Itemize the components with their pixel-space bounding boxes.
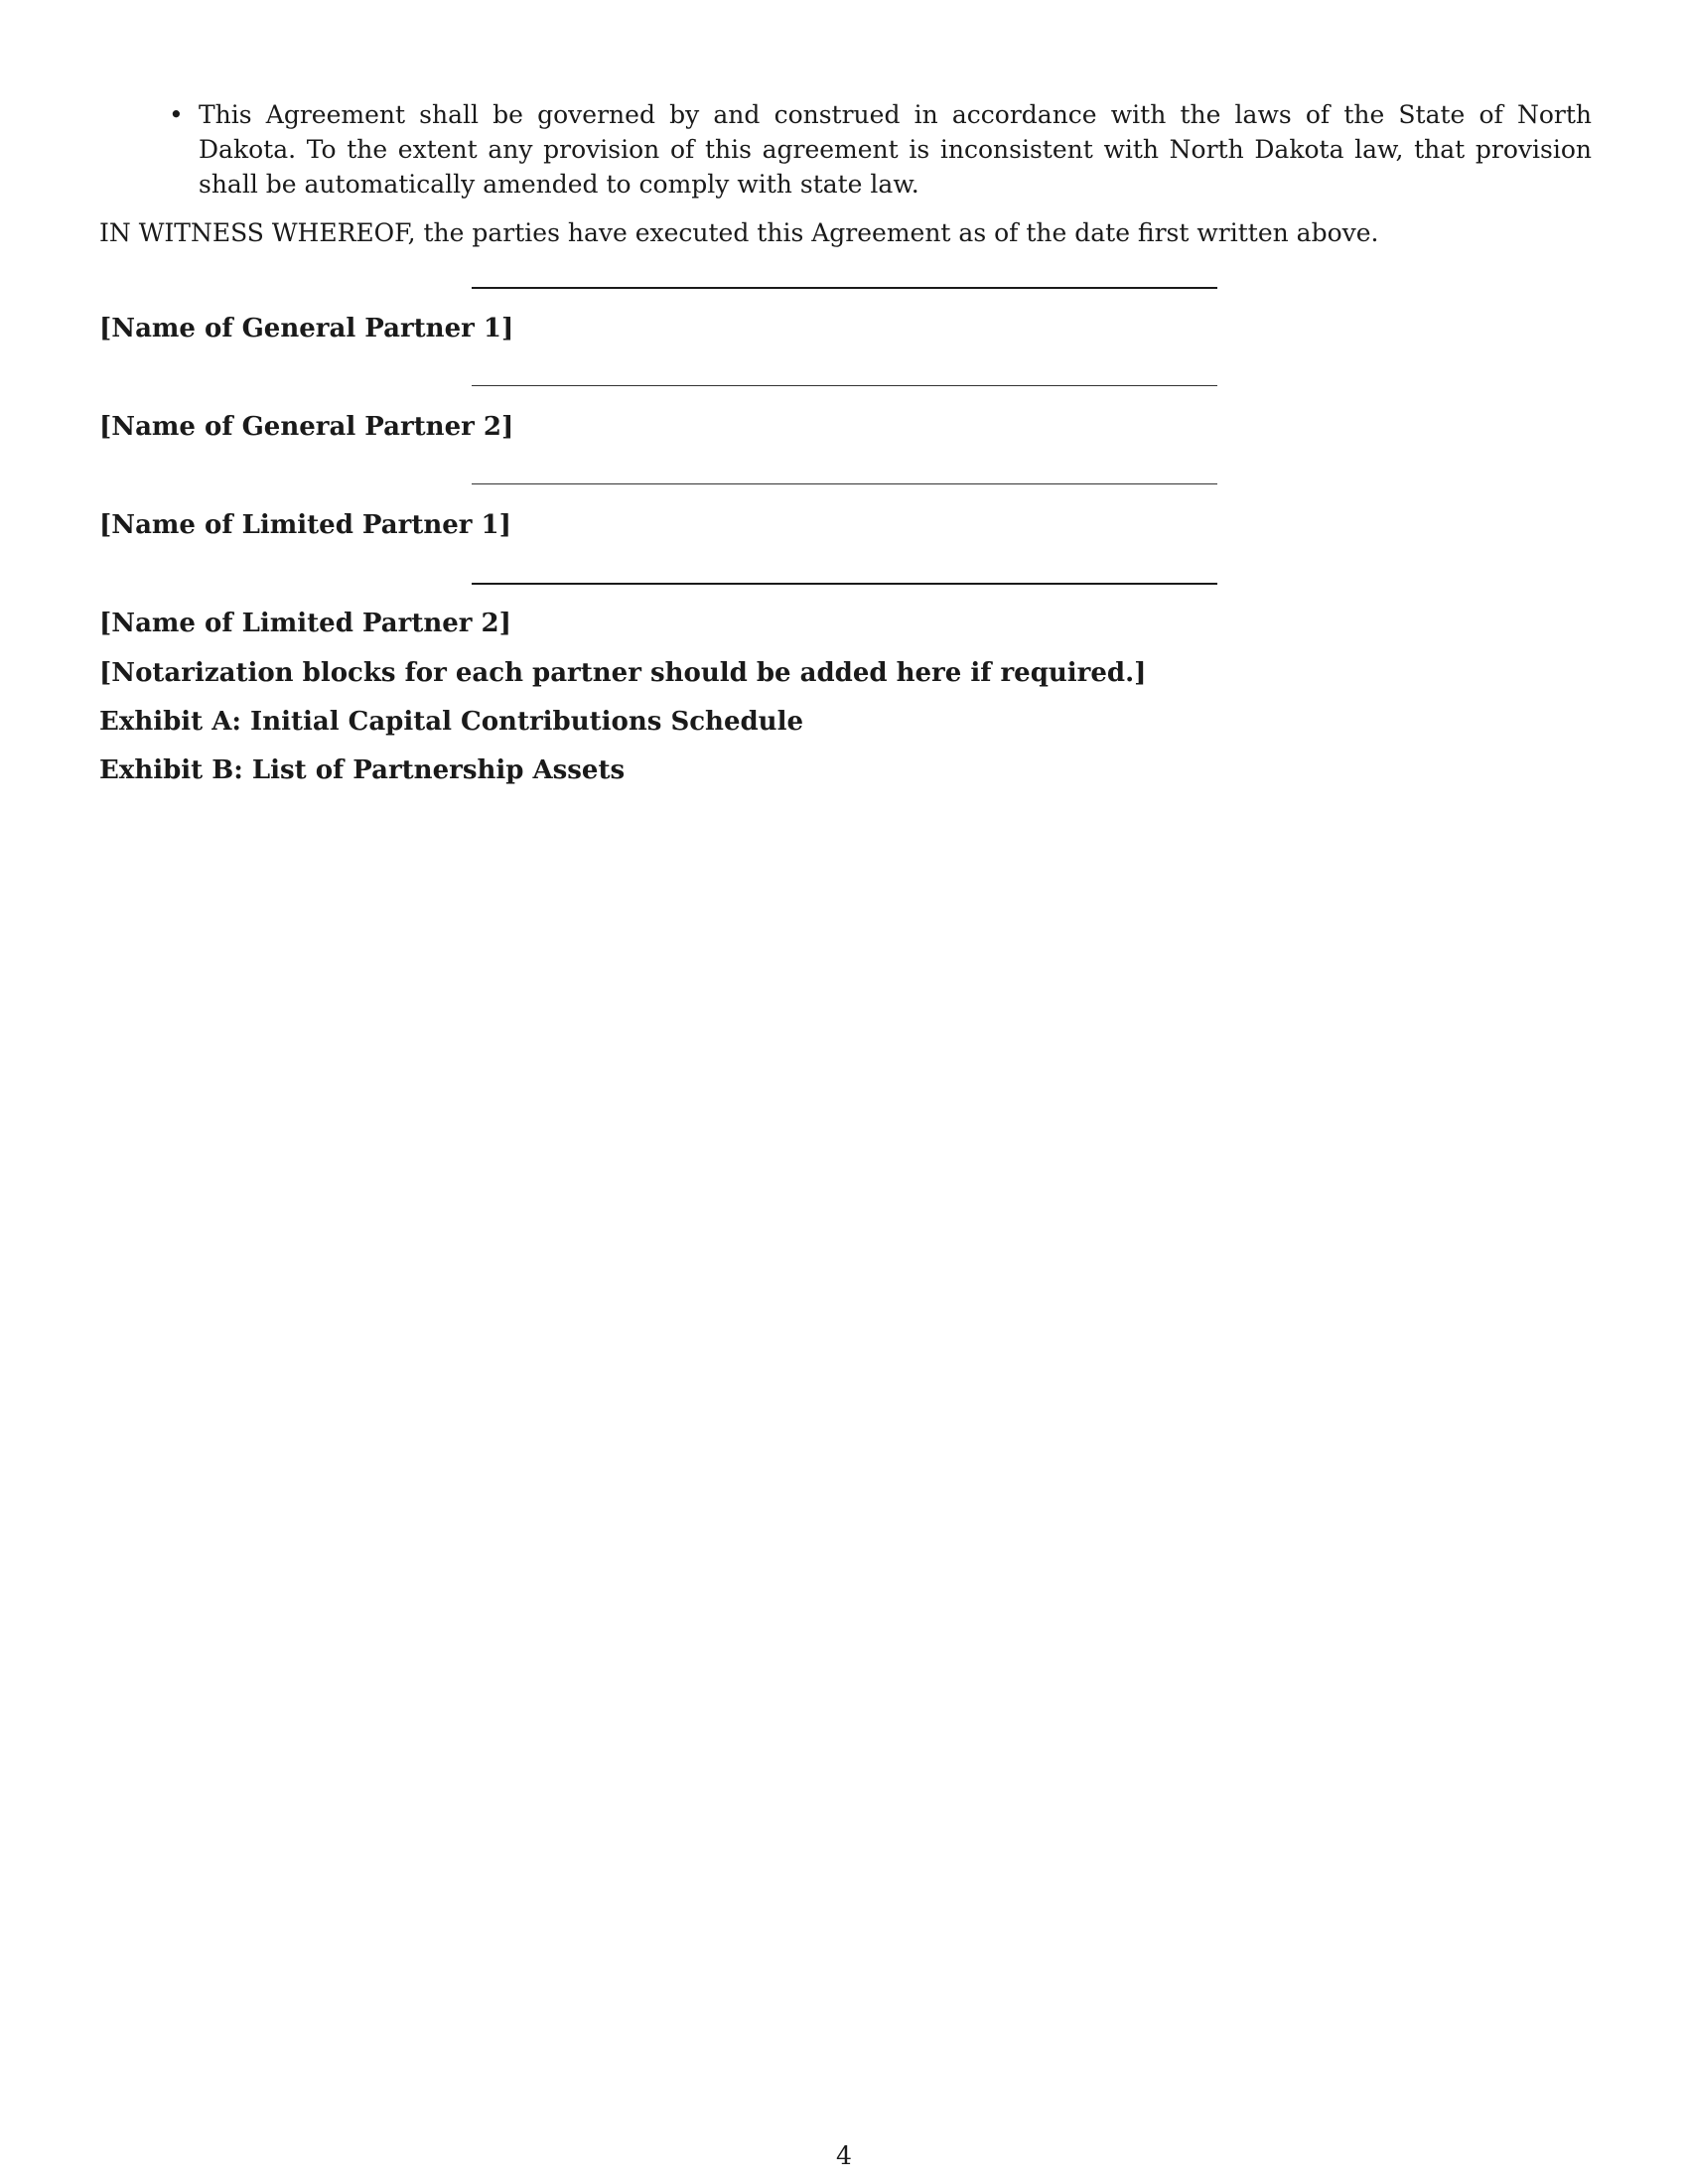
bullet-icon: • — [169, 100, 184, 129]
page-number: 4 — [836, 2141, 852, 2170]
exhibit-b-heading: Exhibit B: List of Partnership Assets — [99, 755, 626, 785]
governing-law-text: This Agreement shall be governed by and construed in accordance with the laws of the State of North Dakota. To the extent any provision of this agreement is inconsistent with North Dakota law, that provision shall be automatically amended to comply with state law. — [199, 100, 1592, 199]
signature-name-general-partner-1: [Name of General Partner 1] — [99, 314, 514, 343]
signature-name-limited-partner-1: [Name of Limited Partner 1] — [99, 510, 511, 540]
signature-line-general-partner-1 — [472, 287, 1217, 289]
signature-name-general-partner-2: [Name of General Partner 2] — [99, 412, 514, 442]
exhibit-a-heading: Exhibit A: Initial Capital Contributions Schedule — [99, 707, 804, 737]
signature-line-limited-partner-1 — [472, 483, 1217, 484]
witness-clause: IN WITNESS WHEREOF, the parties have executed this Agreement as of the date first written above. — [99, 218, 1379, 247]
signature-line-general-partner-2 — [472, 385, 1217, 386]
governing-law-list — [169, 97, 1592, 202]
signature-name-limited-partner-2: [Name of Limited Partner 2] — [99, 609, 511, 638]
signature-line-limited-partner-2 — [472, 583, 1217, 585]
governing-law-item — [169, 97, 1592, 202]
notarization-note: [Notarization blocks for each partner should be added here if required.] — [99, 658, 1147, 688]
